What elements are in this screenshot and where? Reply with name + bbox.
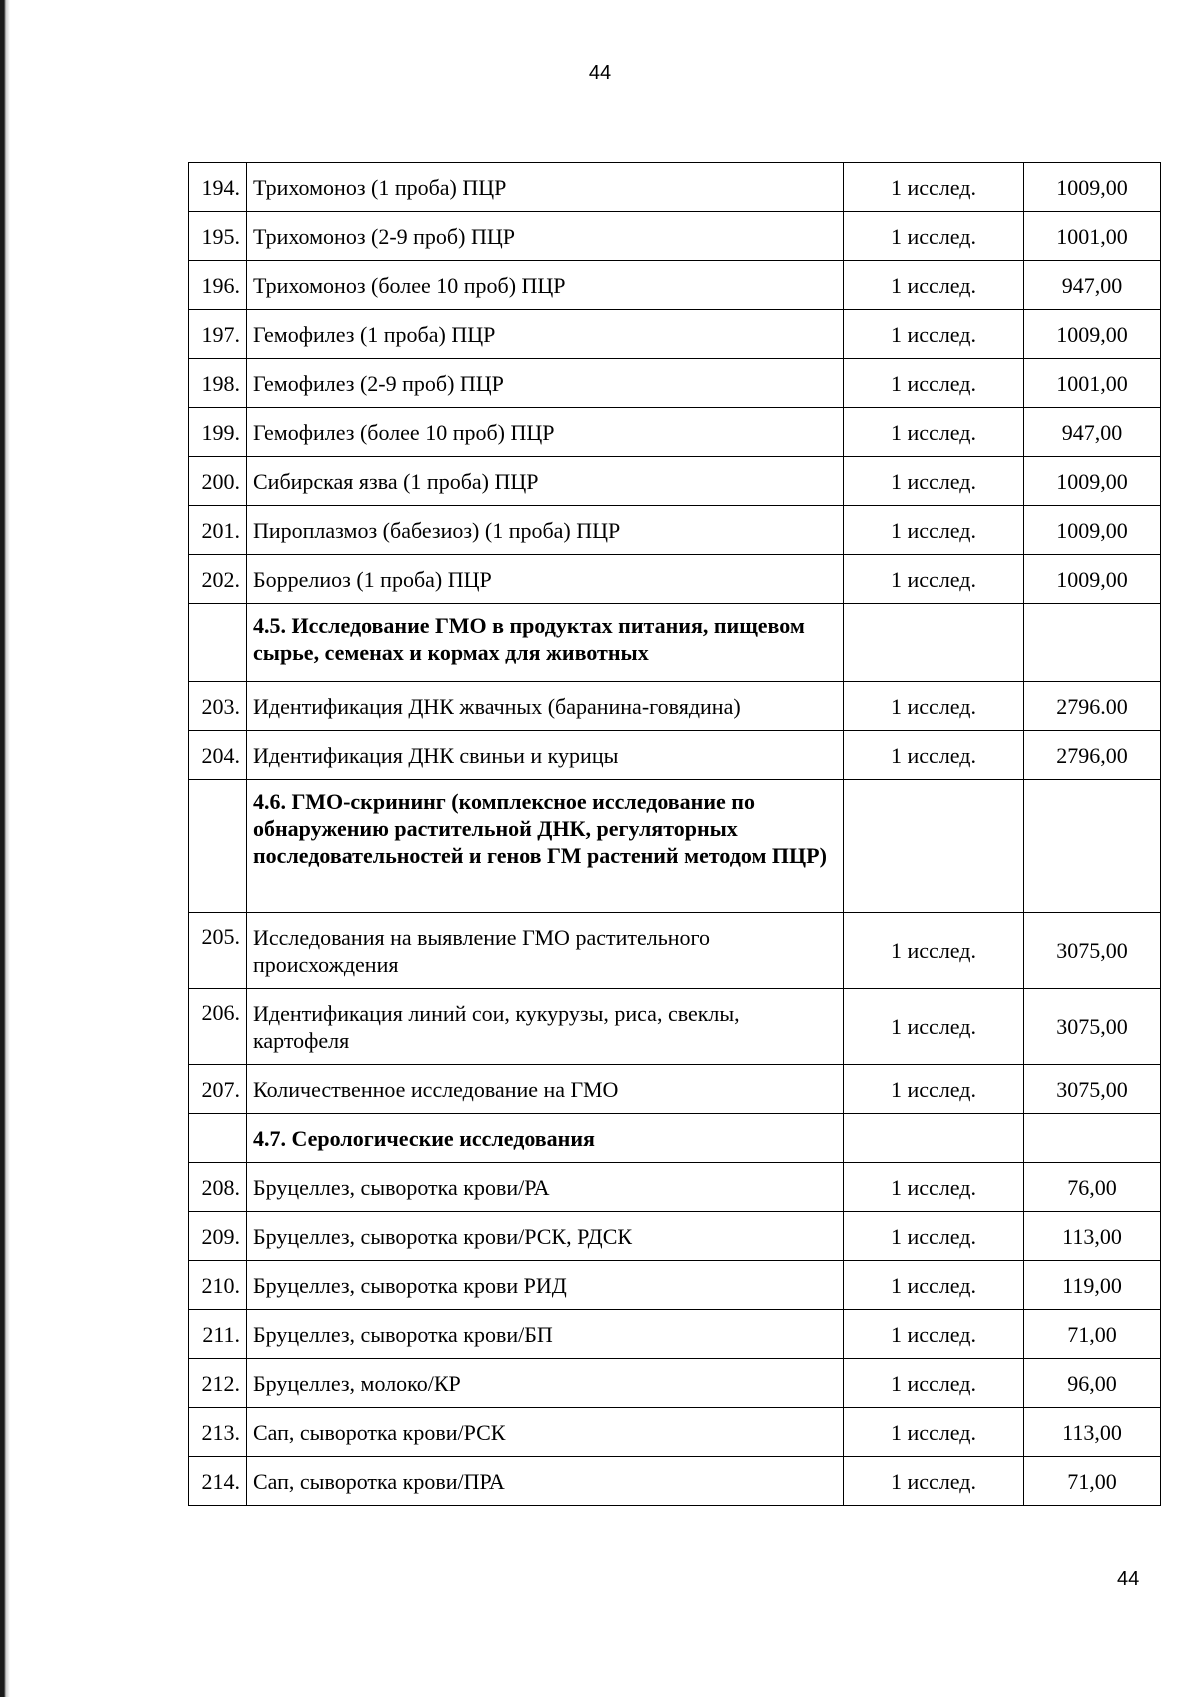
- section-title: 4.5. Исследование ГМО в продуктах питания, пищевом сырье, семенах и кормах для животных: [247, 604, 844, 682]
- row-number: 196.: [189, 261, 247, 310]
- price-cell: 3075,00: [1024, 1065, 1161, 1114]
- price-cell: 71,00: [1024, 1457, 1161, 1506]
- service-name: Пироплазмоз (бабезиоз) (1 проба) ПЦР: [247, 506, 844, 555]
- service-name: Сибирская язва (1 проба) ПЦР: [247, 457, 844, 506]
- table-row: [189, 731, 1161, 780]
- table-row: [189, 1212, 1161, 1261]
- price-cell: 947,00: [1024, 261, 1161, 310]
- unit-cell: 1 исслед.: [844, 1359, 1024, 1408]
- table-row: [189, 457, 1161, 506]
- price-cell: 1009,00: [1024, 457, 1161, 506]
- unit-cell: 1 исслед.: [844, 1310, 1024, 1359]
- table-row: [189, 1310, 1161, 1359]
- unit-cell: 1 исслед.: [844, 212, 1024, 261]
- table-row: [189, 506, 1161, 555]
- section-header-row: [189, 1114, 1161, 1163]
- empty-cell: [189, 604, 247, 682]
- unit-cell: 1 исслед.: [844, 1408, 1024, 1457]
- row-number: 199.: [189, 408, 247, 457]
- unit-cell: 1 исслед.: [844, 1065, 1024, 1114]
- price-cell: 1009,00: [1024, 506, 1161, 555]
- service-name: Бруцеллез, сыворотка крови/РА: [247, 1163, 844, 1212]
- unit-cell: 1 исслед.: [844, 989, 1024, 1065]
- service-name: Идентификация линий сои, кукурузы, риса, свеклы, картофеля: [247, 989, 844, 1065]
- price-cell: 113,00: [1024, 1212, 1161, 1261]
- page-number-bottom: 44: [1117, 1568, 1140, 1590]
- service-name: Трихомоноз (более 10 проб) ПЦР: [247, 261, 844, 310]
- unit-cell: 1 исслед.: [844, 913, 1024, 989]
- table-row: [189, 913, 1161, 989]
- table-row: [189, 1261, 1161, 1310]
- row-number: 212.: [189, 1359, 247, 1408]
- service-name: Сап, сыворотка крови/ПРА: [247, 1457, 844, 1506]
- row-number: 202.: [189, 555, 247, 604]
- table-row: [189, 310, 1161, 359]
- service-name: Гемофилез (2-9 проб) ПЦР: [247, 359, 844, 408]
- row-number: 204.: [189, 731, 247, 780]
- unit-cell: 1 исслед.: [844, 731, 1024, 780]
- service-name: Бруцеллез, молоко/КР: [247, 1359, 844, 1408]
- unit-cell: 1 исслед.: [844, 359, 1024, 408]
- row-number: 203.: [189, 682, 247, 731]
- service-name: Бруцеллез, сыворотка крови/БП: [247, 1310, 844, 1359]
- table-row: [189, 212, 1161, 261]
- scan-edge: [0, 0, 10, 1697]
- unit-cell: 1 исслед.: [844, 1457, 1024, 1506]
- price-cell: 947,00: [1024, 408, 1161, 457]
- row-number: 213.: [189, 1408, 247, 1457]
- price-cell: 71,00: [1024, 1310, 1161, 1359]
- row-number: 197.: [189, 310, 247, 359]
- service-name: Идентификация ДНК свиньи и курицы: [247, 731, 844, 780]
- price-cell: 3075,00: [1024, 989, 1161, 1065]
- empty-cell: [1024, 604, 1161, 682]
- row-number: 195.: [189, 212, 247, 261]
- service-name: Сап, сыворотка крови/РСК: [247, 1408, 844, 1457]
- empty-cell: [844, 604, 1024, 682]
- service-name: Гемофилез (1 проба) ПЦР: [247, 310, 844, 359]
- price-cell: 3075,00: [1024, 913, 1161, 989]
- price-cell: 76,00: [1024, 1163, 1161, 1212]
- service-name: Количественное исследование на ГМО: [247, 1065, 844, 1114]
- table-row: [189, 408, 1161, 457]
- service-name: Гемофилез (более 10 проб) ПЦР: [247, 408, 844, 457]
- row-number: 208.: [189, 1163, 247, 1212]
- empty-cell: [1024, 780, 1161, 913]
- service-name: Бруцеллез, сыворотка крови/РСК, РДСК: [247, 1212, 844, 1261]
- price-cell: 2796,00: [1024, 731, 1161, 780]
- unit-cell: 1 исслед.: [844, 682, 1024, 731]
- service-name: Трихомоноз (1 проба) ПЦР: [247, 163, 844, 212]
- table-row: [189, 682, 1161, 731]
- unit-cell: 1 исслед.: [844, 163, 1024, 212]
- section-header-row: [189, 604, 1161, 682]
- row-number: 209.: [189, 1212, 247, 1261]
- service-name: Идентификация ДНК жвачных (баранина-говядина): [247, 682, 844, 731]
- unit-cell: 1 исслед.: [844, 261, 1024, 310]
- table-row: [189, 989, 1161, 1065]
- table-row: [189, 163, 1161, 212]
- row-number: 211.: [189, 1310, 247, 1359]
- table-row: [189, 1359, 1161, 1408]
- unit-cell: 1 исслед.: [844, 408, 1024, 457]
- table-row: [189, 1163, 1161, 1212]
- row-number: 207.: [189, 1065, 247, 1114]
- price-cell: 1001,00: [1024, 212, 1161, 261]
- empty-cell: [189, 1114, 247, 1163]
- section-title: 4.7. Серологические исследования: [247, 1114, 844, 1163]
- empty-cell: [844, 1114, 1024, 1163]
- row-number: 210.: [189, 1261, 247, 1310]
- row-number: 200.: [189, 457, 247, 506]
- price-cell: 1001,00: [1024, 359, 1161, 408]
- unit-cell: 1 исслед.: [844, 310, 1024, 359]
- price-cell: 1009,00: [1024, 555, 1161, 604]
- table-row: [189, 1065, 1161, 1114]
- table-row: [189, 555, 1161, 604]
- page-number-top: 44: [588, 62, 612, 84]
- price-cell: 119,00: [1024, 1261, 1161, 1310]
- unit-cell: 1 исслед.: [844, 1212, 1024, 1261]
- service-name: Бруцеллез, сыворотка крови РИД: [247, 1261, 844, 1310]
- price-cell: 113,00: [1024, 1408, 1161, 1457]
- unit-cell: 1 исслед.: [844, 555, 1024, 604]
- empty-cell: [844, 780, 1024, 913]
- service-name: Трихомоноз (2-9 проб) ПЦР: [247, 212, 844, 261]
- section-header-row: [189, 780, 1161, 913]
- table-row: [189, 1457, 1161, 1506]
- table-row: [189, 1408, 1161, 1457]
- unit-cell: 1 исслед.: [844, 457, 1024, 506]
- price-cell: 2796.00: [1024, 682, 1161, 731]
- table-row: [189, 359, 1161, 408]
- price-table: [188, 162, 1161, 1506]
- price-cell: 96,00: [1024, 1359, 1161, 1408]
- service-name: Боррелиоз (1 проба) ПЦР: [247, 555, 844, 604]
- row-number: 206.: [189, 989, 247, 1065]
- row-number: 214.: [189, 1457, 247, 1506]
- price-cell: 1009,00: [1024, 163, 1161, 212]
- unit-cell: 1 исслед.: [844, 1261, 1024, 1310]
- row-number: 201.: [189, 506, 247, 555]
- row-number: 198.: [189, 359, 247, 408]
- empty-cell: [189, 780, 247, 913]
- service-name: Исследования на выявление ГМО растительного происхождения: [247, 913, 844, 989]
- row-number: 205.: [189, 913, 247, 989]
- section-title: 4.6. ГМО-скрининг (комплексное исследование по обнаружению растительной ДНК, регуляторных последовательностей и генов ГМ растений методом ПЦР): [247, 780, 844, 913]
- empty-cell: [1024, 1114, 1161, 1163]
- unit-cell: 1 исслед.: [844, 506, 1024, 555]
- row-number: 194.: [189, 163, 247, 212]
- unit-cell: 1 исслед.: [844, 1163, 1024, 1212]
- price-cell: 1009,00: [1024, 310, 1161, 359]
- table-row: [189, 261, 1161, 310]
